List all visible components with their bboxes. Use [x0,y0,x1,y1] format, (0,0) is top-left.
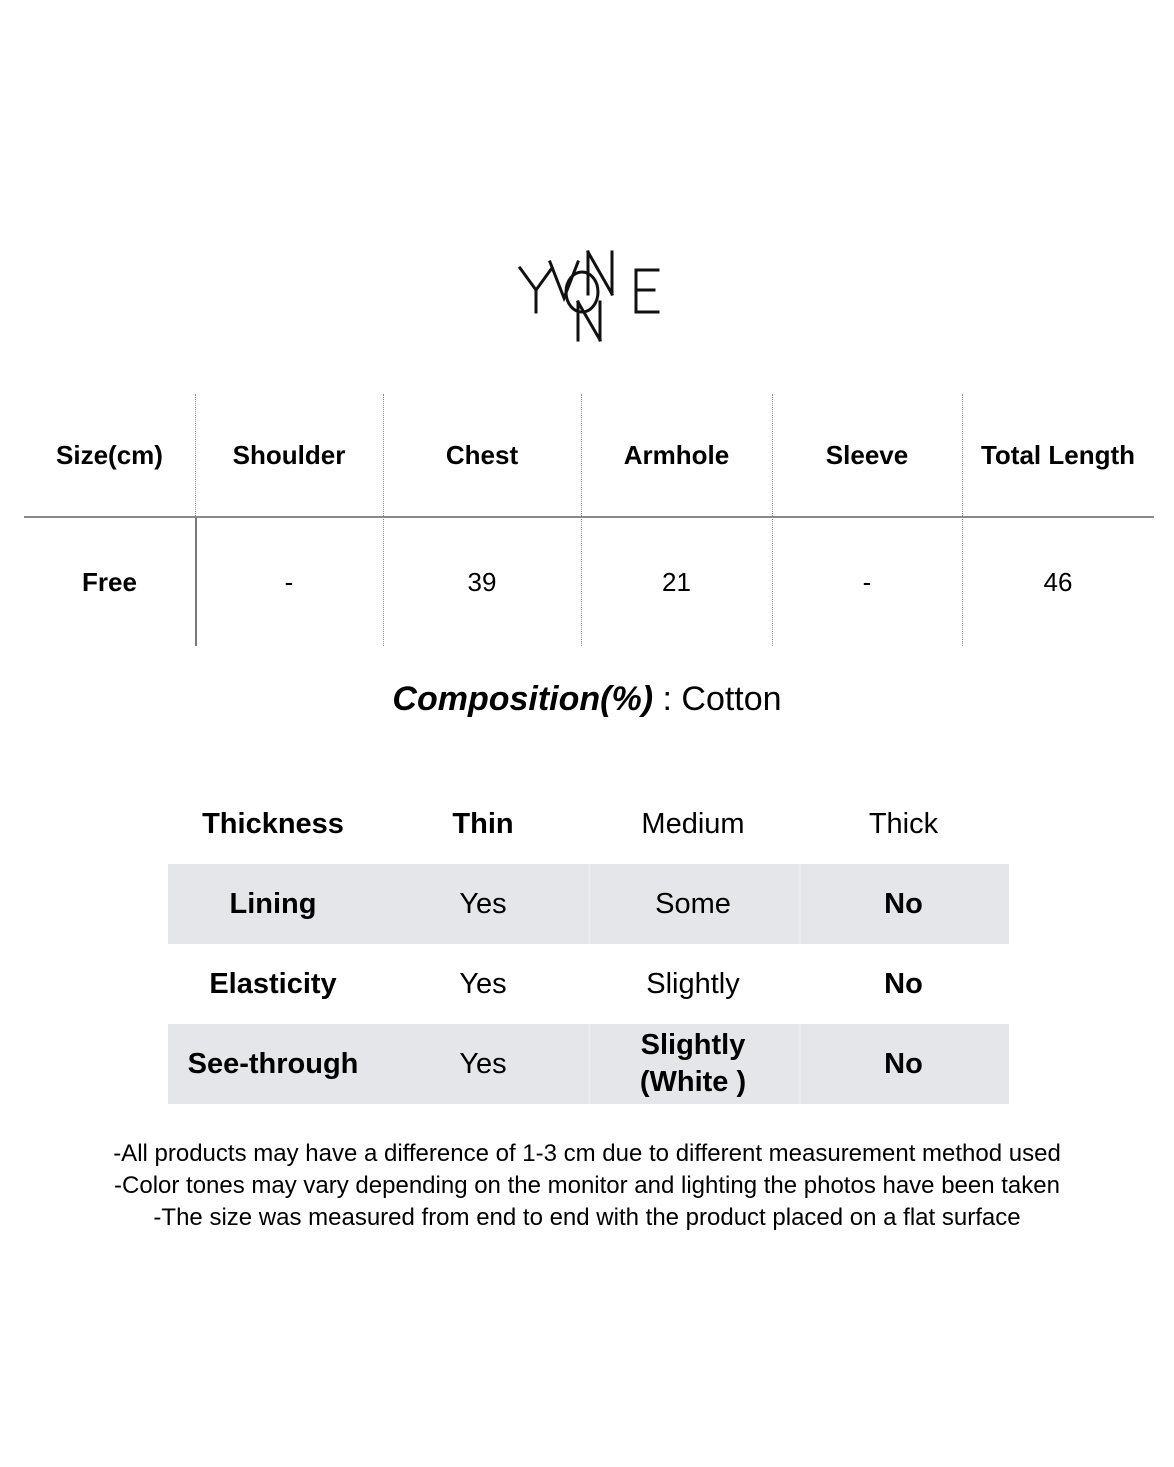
option-yes: Yes [378,864,591,944]
size-value: Free [82,566,137,597]
option-thick: Thick [868,807,939,840]
option-slightly: Slightly [646,967,740,1000]
column-divider [195,394,196,516]
option-yes: Yes [459,967,507,1000]
fabric-row-see-through [168,1024,1009,1104]
shoulder-value: - [284,566,294,597]
fabric-properties-table [168,784,1009,1104]
fabric-row-thickness [168,784,1009,864]
row-label: Lining [229,887,317,920]
disclaimer-notes [0,1138,1174,1234]
option-medium: Medium [641,807,745,840]
row-label: See-through [187,1047,359,1080]
composition-value: Cotton [681,680,782,718]
sleeve-value: - [862,566,872,597]
total-length-value: 46 [1043,566,1073,597]
option-no: No [884,1047,923,1080]
brand-logo [512,248,668,348]
header-sleeve: Sleeve [825,439,909,470]
note-line: -All products may have a difference of 1-3 cm due to different measurement method used [113,1140,1061,1167]
option-some: Some [588,864,801,944]
header-size: Size(cm) [56,439,163,470]
option-no: No [884,887,923,920]
option-yes: Yes [378,1024,591,1104]
fabric-row-lining [168,864,1009,944]
chest-value: 39 [467,566,497,597]
option-thin: Thin [452,807,514,840]
armhole-value: 21 [662,566,691,597]
note-line: -The size was measured from end to end with the product placed on a flat surface [153,1204,1021,1231]
row-label: Elasticity [209,967,337,1000]
header-shoulder: Shoulder [232,439,346,470]
fabric-row-elasticity [168,944,1009,1024]
option-slightly-white: Slightly (White ) [588,1024,801,1104]
option-no: No [884,967,923,1000]
header-total-length: Total Length [980,439,1136,470]
note-line: -Color tones may vary depending on the monitor and lighting the photos have been taken [114,1172,1060,1199]
header-chest: Chest [445,439,519,470]
composition-line [0,680,1174,719]
composition-label: Composition(%) [392,680,654,718]
size-table [24,394,1154,646]
row-label: Thickness [202,807,344,840]
yvonne-monogram-logo-icon [512,248,668,348]
composition-separator: : [653,680,682,718]
header-armhole: Armhole [623,439,730,470]
